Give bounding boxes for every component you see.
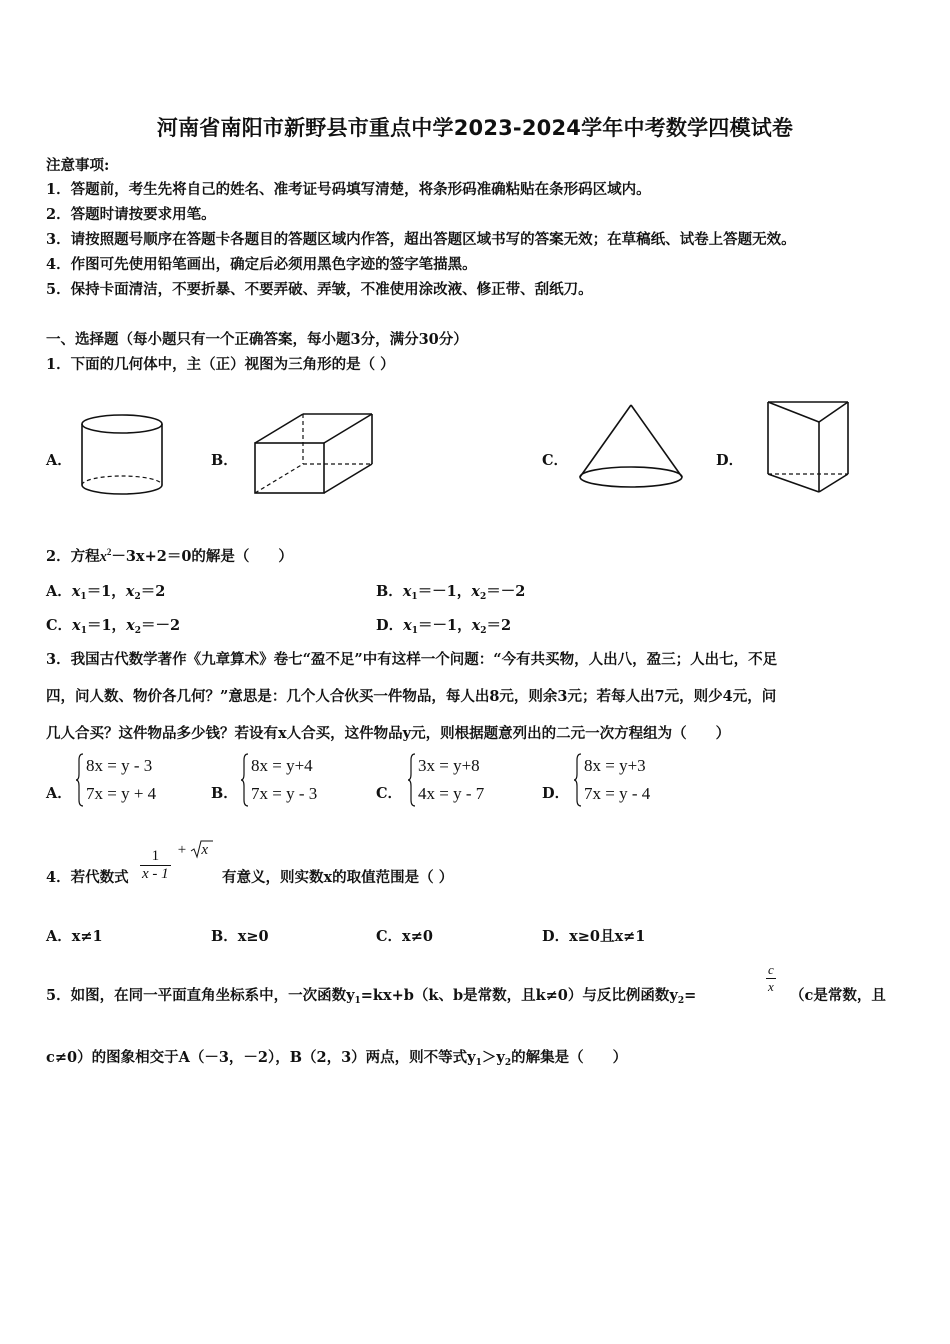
q4-option-a: A．x≠1: [46, 928, 103, 945]
q1-label-c: C．: [542, 452, 569, 469]
q1-label-b: B．: [211, 452, 238, 469]
q5-line-1: 5．如图，在同一平面直角坐标系中，一次函数$y_1=kx+b(k$、b是常数，且k≠0）与反比例函数$y_2=$: [46, 987, 697, 1006]
q3-label-b: B．: [211, 785, 238, 802]
q3-system-d: 8x = y+3 7x = y - 4: [574, 752, 650, 808]
q2-option-a: A．$x_1=1$，$x_2=2$: [46, 583, 166, 602]
section-heading: 一、选择题（每小题只有一个正确答案，每小题3分，满分30分）: [46, 331, 468, 348]
cylinder-figure: [80, 412, 166, 498]
q3-line-3: 几人合买？这件物品多少钱？若设有x人合买，这件物品y元，则根据题意列出的二元一次方程组为（ ）: [46, 725, 731, 742]
cuboid-figure: [252, 410, 376, 498]
q4-sqrt: x: [191, 842, 208, 859]
q2-option-b: B．$x_1=-1$，$x_2=-2$: [376, 583, 526, 602]
triangular-prism-figure: [764, 398, 854, 496]
q3-system-c: 3x = y+8 4x = y - 7: [408, 752, 484, 808]
q4-fraction: $\frac{1}{x - 1}$: [142, 848, 169, 882]
q5-line-2: c≠0）的图象相交于A（－3，－2），B（2，3）两点，则不等式$y_1>y_2$的解集是（ ）: [46, 1049, 628, 1068]
q3-line-2: 四，问人数、物价各几何？”意思是：几个人合伙买一件物品，每人出8元，则余3元；若每人出7元，则少4元，问: [46, 688, 777, 705]
exam-title: 河南省南阳市新野县市重点中学2023-2024学年中考数学四模试卷: [156, 116, 794, 140]
q4-option-d: D．x≥0且x≠1: [542, 928, 646, 945]
q2-exponent: 2: [106, 547, 112, 557]
notice-item-2: 2．答题时请按要求用笔。: [46, 206, 216, 223]
q3-line-1: 3．我国古代数学著作《九章算术》卷七“盈不足”中有这样一个问题：“今有共买物，人出八，盈三；人出七，不足: [46, 651, 778, 668]
notice-item-5: 5．保持卡面清洁，不要折暴、不要弄破、弄皱，不准使用涂改液、修正带、刮纸刀。: [46, 281, 593, 298]
q5-fraction: $\frac{c}{x}$: [768, 962, 774, 994]
cone-figure: [576, 402, 686, 494]
q4-option-b: B．x≥0: [211, 928, 269, 945]
q3-label-d: D．: [542, 785, 570, 802]
q4-option-c: C．x≠0: [376, 928, 433, 945]
q2-stem: 2．方程$x^2-3x+2=0$的解是（ ）: [46, 547, 293, 565]
q3-system-b: 8x = y+4 7x = y - 3: [241, 752, 317, 808]
q3-label-c: C．: [376, 785, 403, 802]
q1-stem: 1．下面的几何体中，主（正）视图为三角形的是（ ）: [46, 356, 395, 373]
q2-variable: x: [99, 549, 107, 565]
q4-suffix: 有意义，则实数x的取值范围是（ ）: [222, 869, 454, 886]
q5-line-1-tail: （c是常数，且: [790, 987, 886, 1004]
q2-option-d: D．$x_1=-1$，$x_2=2$: [376, 617, 512, 636]
q4-expression: $\frac{1}{x - 1}$ + x: [140, 842, 208, 883]
notice-item-4: 4．作图可先使用铅笔画出，确定后必须用黑色字迹的签字笔描黑。: [46, 256, 477, 273]
q4-prefix: 4．若代数式: [46, 869, 129, 886]
notice-item-3: 3．请按照题号顺序在答题卡各题目的答题区域内作答，超出答题区域书写的答案无效；在草稿纸、试卷上答题无效。: [46, 231, 796, 248]
q1-label-a: A．: [46, 452, 72, 469]
q1-label-d: D．: [716, 452, 744, 469]
q3-system-a: 8x = y - 3 7x = y + 4: [76, 752, 156, 808]
notice-heading: 注意事项:: [46, 157, 110, 174]
q3-label-a: A．: [46, 785, 72, 802]
notice-item-1: 1．答题前，考生先将自己的姓名、准考证号码填写清楚，将条形码准确粘贴在条形码区域内。: [46, 181, 651, 198]
q2-option-c: C．$x_1=1$，$x_2=-2$: [46, 617, 181, 636]
